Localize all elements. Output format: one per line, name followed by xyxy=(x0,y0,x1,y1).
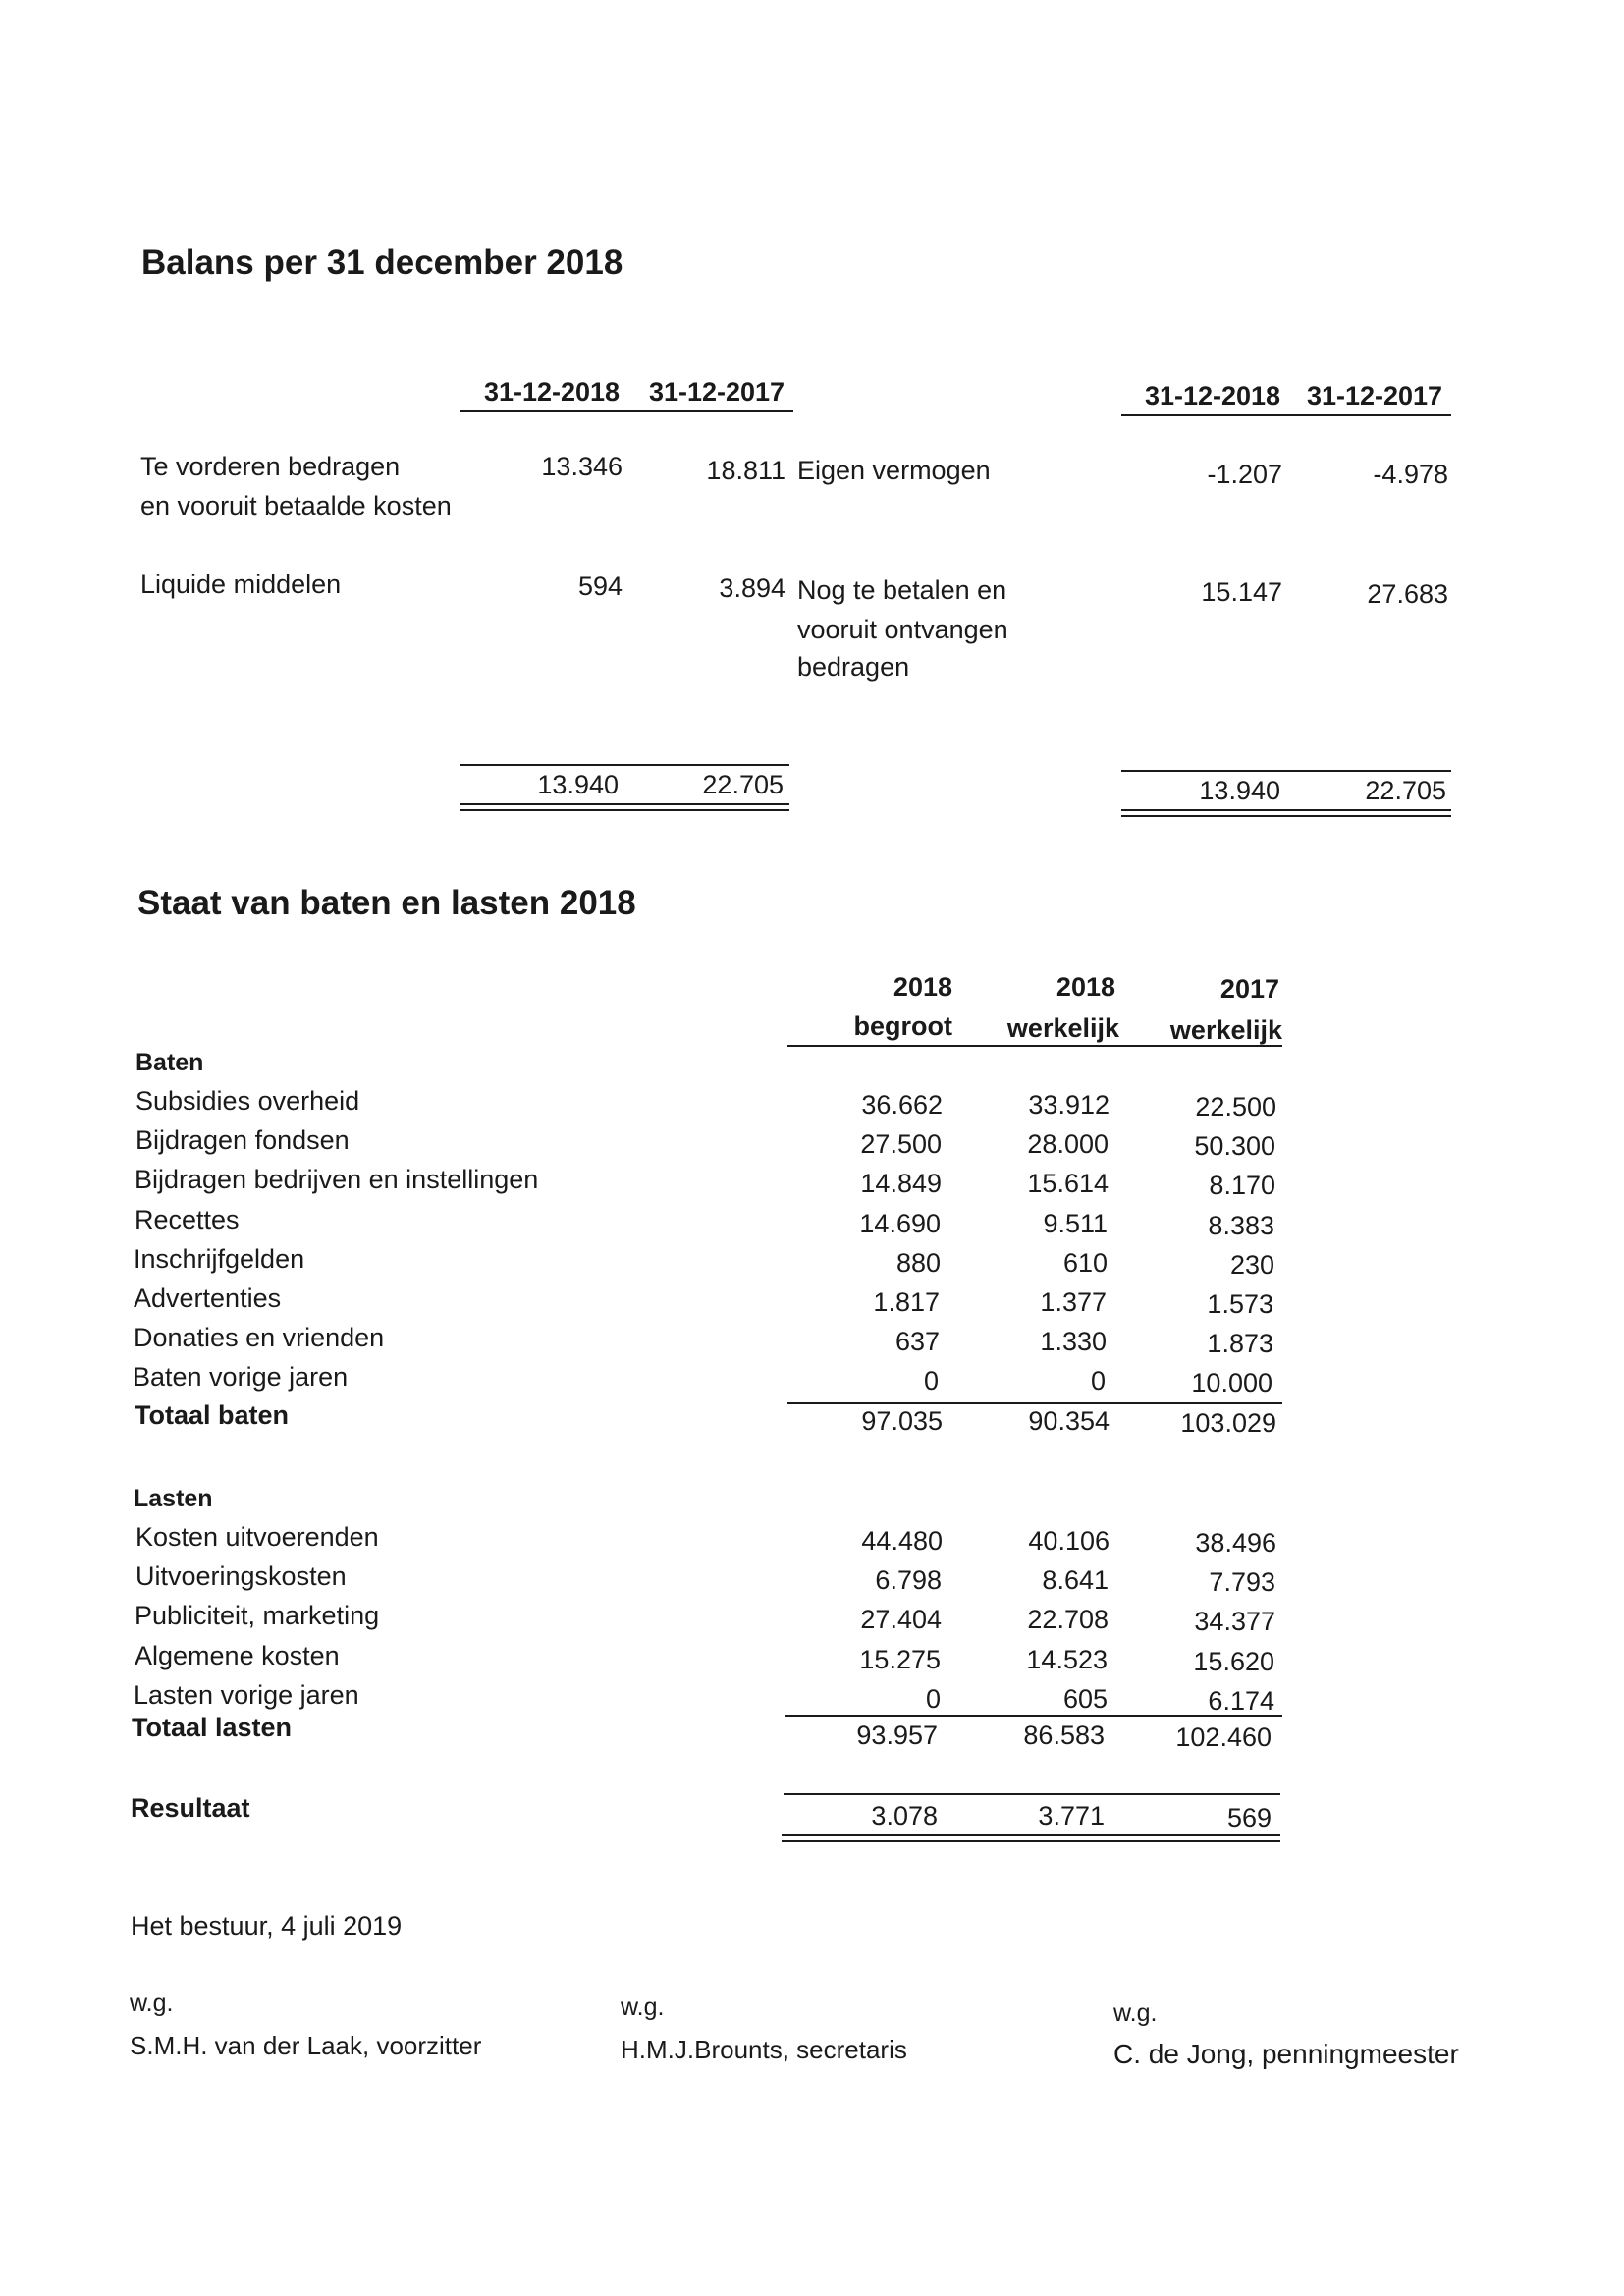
bestuur-date-line: Het bestuur, 4 juli 2019 xyxy=(131,1911,403,1941)
totaal-baten-werkelijk-2017: 103.029 xyxy=(1180,1408,1276,1438)
column-year-begroot-2018: 2018 xyxy=(893,972,952,1002)
baten-row-value: 36.662 xyxy=(861,1090,943,1120)
lasten-row-label: Publiciteit, marketing xyxy=(135,1601,380,1631)
totaal-lasten-label: Totaal lasten xyxy=(132,1713,293,1742)
column-year-werkelijk-2018: 2018 xyxy=(1056,972,1115,1002)
resultaat-werkelijk-2018: 3.771 xyxy=(1038,1801,1105,1831)
passiva-value-2018: -1.207 xyxy=(1207,460,1282,489)
balans-title: Balans per 31 december 2018 xyxy=(141,244,623,282)
lasten-row-value: 27.404 xyxy=(860,1605,942,1635)
baten-row-value: 0 xyxy=(923,1366,939,1396)
totaal-baten-label: Totaal baten xyxy=(135,1400,290,1430)
balans-header-left-2018: 31-12-2018 xyxy=(483,377,621,407)
balans-right-total-rule xyxy=(1121,770,1451,772)
totaal-lasten-werkelijk-2017: 102.460 xyxy=(1175,1722,1272,1752)
lasten-row-label: Uitvoeringskosten xyxy=(135,1561,347,1592)
baten-row-label: Inschrijfgelden xyxy=(134,1243,305,1274)
balans-header-left-underline xyxy=(460,410,793,412)
lasten-row-label: Kosten uitvoerenden xyxy=(135,1522,379,1552)
signatory-name-secretaris: H.M.J.Brounts, secretaris xyxy=(621,2035,907,2064)
lasten-row-value: 15.620 xyxy=(1193,1646,1274,1676)
lasten-row-value: 14.523 xyxy=(1026,1644,1108,1674)
passiva-value-2017: -4.978 xyxy=(1373,460,1448,489)
signatory-wg: w.g. xyxy=(621,1994,665,2021)
passiva-value-2018: 15.147 xyxy=(1201,577,1282,607)
lasten-row-value: 34.377 xyxy=(1194,1607,1275,1637)
baten-row-label: Donaties en vrienden xyxy=(134,1323,385,1353)
passiva-label-continued: vooruit ontvangen xyxy=(797,615,1008,644)
activa-label: Te vorderen bedragen xyxy=(140,452,401,481)
resultaat-rule xyxy=(784,1793,1280,1795)
baten-row-value: 637 xyxy=(894,1327,940,1357)
activa-value-2017: 3.894 xyxy=(719,574,785,603)
lasten-row-value: 22.708 xyxy=(1027,1605,1109,1635)
balans-header-right-2017: 31-12-2017 xyxy=(1306,381,1443,410)
activa-value-2018: 594 xyxy=(577,572,623,601)
lasten-row-value: 6.798 xyxy=(875,1565,942,1596)
baten-subtotal-rule xyxy=(787,1402,1282,1404)
balans-left-total-2017: 22.705 xyxy=(702,770,784,799)
lasten-heading: Lasten xyxy=(134,1485,213,1512)
lasten-row-value: 7.793 xyxy=(1209,1567,1275,1598)
lasten-row-value: 8.641 xyxy=(1042,1565,1109,1596)
baten-row-value: 8.170 xyxy=(1209,1171,1275,1201)
passiva-label: Eigen vermogen xyxy=(797,456,991,485)
baten-row-value: 8.383 xyxy=(1208,1210,1274,1240)
lasten-row-label: Lasten vorige jaren xyxy=(134,1679,359,1710)
baten-row-value: 1.573 xyxy=(1207,1289,1273,1319)
baten-row-value: 27.500 xyxy=(860,1129,942,1160)
baten-row-value: 1.873 xyxy=(1207,1329,1273,1359)
passiva-label-continued: bedragen xyxy=(797,652,910,682)
resultaat-werkelijk-2017: 569 xyxy=(1226,1803,1272,1832)
baten-row-label: Baten vorige jaren xyxy=(133,1362,349,1393)
baten-row-label: Recettes xyxy=(135,1204,240,1234)
lasten-row-label: Algemene kosten xyxy=(135,1640,340,1670)
lasten-row-value: 0 xyxy=(925,1683,941,1714)
column-kind-werkelijk-2018: werkelijk xyxy=(1006,1013,1119,1043)
baten-row-label: Advertenties xyxy=(134,1284,282,1313)
totaal-baten-begroot-2018: 97.035 xyxy=(861,1406,943,1436)
totaal-lasten-begroot-2018: 93.957 xyxy=(856,1721,938,1750)
baten-row-value: 33.912 xyxy=(1028,1090,1110,1120)
column-kind-werkelijk-2017: werkelijk xyxy=(1169,1015,1282,1045)
passiva-label: Nog te betalen en xyxy=(797,575,1007,605)
balans-right-total-2018: 13.940 xyxy=(1199,776,1280,805)
lasten-row-value: 40.106 xyxy=(1028,1526,1110,1556)
staat-title: Staat van baten en lasten 2018 xyxy=(137,884,636,922)
resultaat-begroot-2018: 3.078 xyxy=(871,1801,938,1831)
balans-header-right-2018: 31-12-2018 xyxy=(1144,381,1281,410)
baten-heading: Baten xyxy=(135,1049,204,1076)
baten-row-label: Bijdragen fondsen xyxy=(135,1125,350,1156)
lasten-row-value: 44.480 xyxy=(861,1526,943,1556)
activa-value-2018: 13.346 xyxy=(541,452,623,481)
signatory-wg: w.g. xyxy=(130,1990,174,2017)
lasten-subtotal-rule xyxy=(785,1715,1282,1717)
balans-right-total-double-rule xyxy=(1121,809,1451,817)
balans-header-right-underline xyxy=(1121,414,1451,416)
passiva-value-2017: 27.683 xyxy=(1367,579,1448,609)
balans-header-left-2017: 31-12-2017 xyxy=(648,377,785,407)
resultaat-double-rule xyxy=(782,1834,1280,1842)
signatory-name-penningmeester: C. de Jong, penningmeester xyxy=(1113,2039,1459,2069)
column-kind-begroot-2018: begroot xyxy=(853,1011,952,1041)
baten-row-value: 1.817 xyxy=(873,1287,940,1317)
baten-row-value: 50.300 xyxy=(1194,1131,1275,1162)
signatory-name-voorzitter: S.M.H. van der Laak, voorzitter xyxy=(130,2031,482,2060)
lasten-row-value: 38.496 xyxy=(1195,1528,1276,1558)
balans-right-total-2017: 22.705 xyxy=(1365,776,1446,805)
baten-row-label: Bijdragen bedrijven en instellingen xyxy=(135,1165,539,1195)
baten-row-value: 610 xyxy=(1062,1247,1108,1278)
signatory-wg: w.g. xyxy=(1113,1999,1158,2027)
baten-row-value: 15.614 xyxy=(1027,1169,1109,1199)
balans-left-total-rule xyxy=(460,764,789,766)
baten-row-value: 10.000 xyxy=(1191,1368,1272,1398)
totaal-lasten-werkelijk-2018: 86.583 xyxy=(1023,1721,1105,1750)
baten-row-value: 14.690 xyxy=(859,1208,941,1238)
lasten-row-value: 6.174 xyxy=(1208,1685,1274,1716)
resultaat-label: Resultaat xyxy=(131,1793,250,1823)
baten-row-value: 1.330 xyxy=(1040,1327,1107,1357)
balans-left-total-double-rule xyxy=(460,803,789,811)
lasten-row-value: 15.275 xyxy=(859,1644,941,1674)
baten-row-value: 0 xyxy=(1090,1366,1106,1396)
baten-row-value: 28.000 xyxy=(1027,1129,1109,1160)
activa-label: Liquide middelen xyxy=(140,570,342,599)
baten-row-value: 22.500 xyxy=(1195,1092,1276,1121)
baten-row-value: 230 xyxy=(1229,1249,1274,1280)
lasten-row-value: 605 xyxy=(1062,1683,1108,1714)
baten-row-value: 9.511 xyxy=(1043,1208,1108,1238)
activa-value-2017: 18.811 xyxy=(706,456,785,485)
baten-row-label: Subsidies overheid xyxy=(135,1086,360,1116)
staat-header-underline xyxy=(787,1045,1282,1047)
column-year-werkelijk-2017: 2017 xyxy=(1219,974,1279,1004)
totaal-baten-werkelijk-2018: 90.354 xyxy=(1028,1406,1110,1436)
baten-row-value: 1.377 xyxy=(1040,1287,1107,1317)
baten-row-value: 880 xyxy=(895,1247,941,1278)
baten-row-value: 14.849 xyxy=(860,1169,942,1199)
balans-left-total-2018: 13.940 xyxy=(537,770,619,799)
activa-label-continued: en vooruit betaalde kosten xyxy=(140,491,452,520)
